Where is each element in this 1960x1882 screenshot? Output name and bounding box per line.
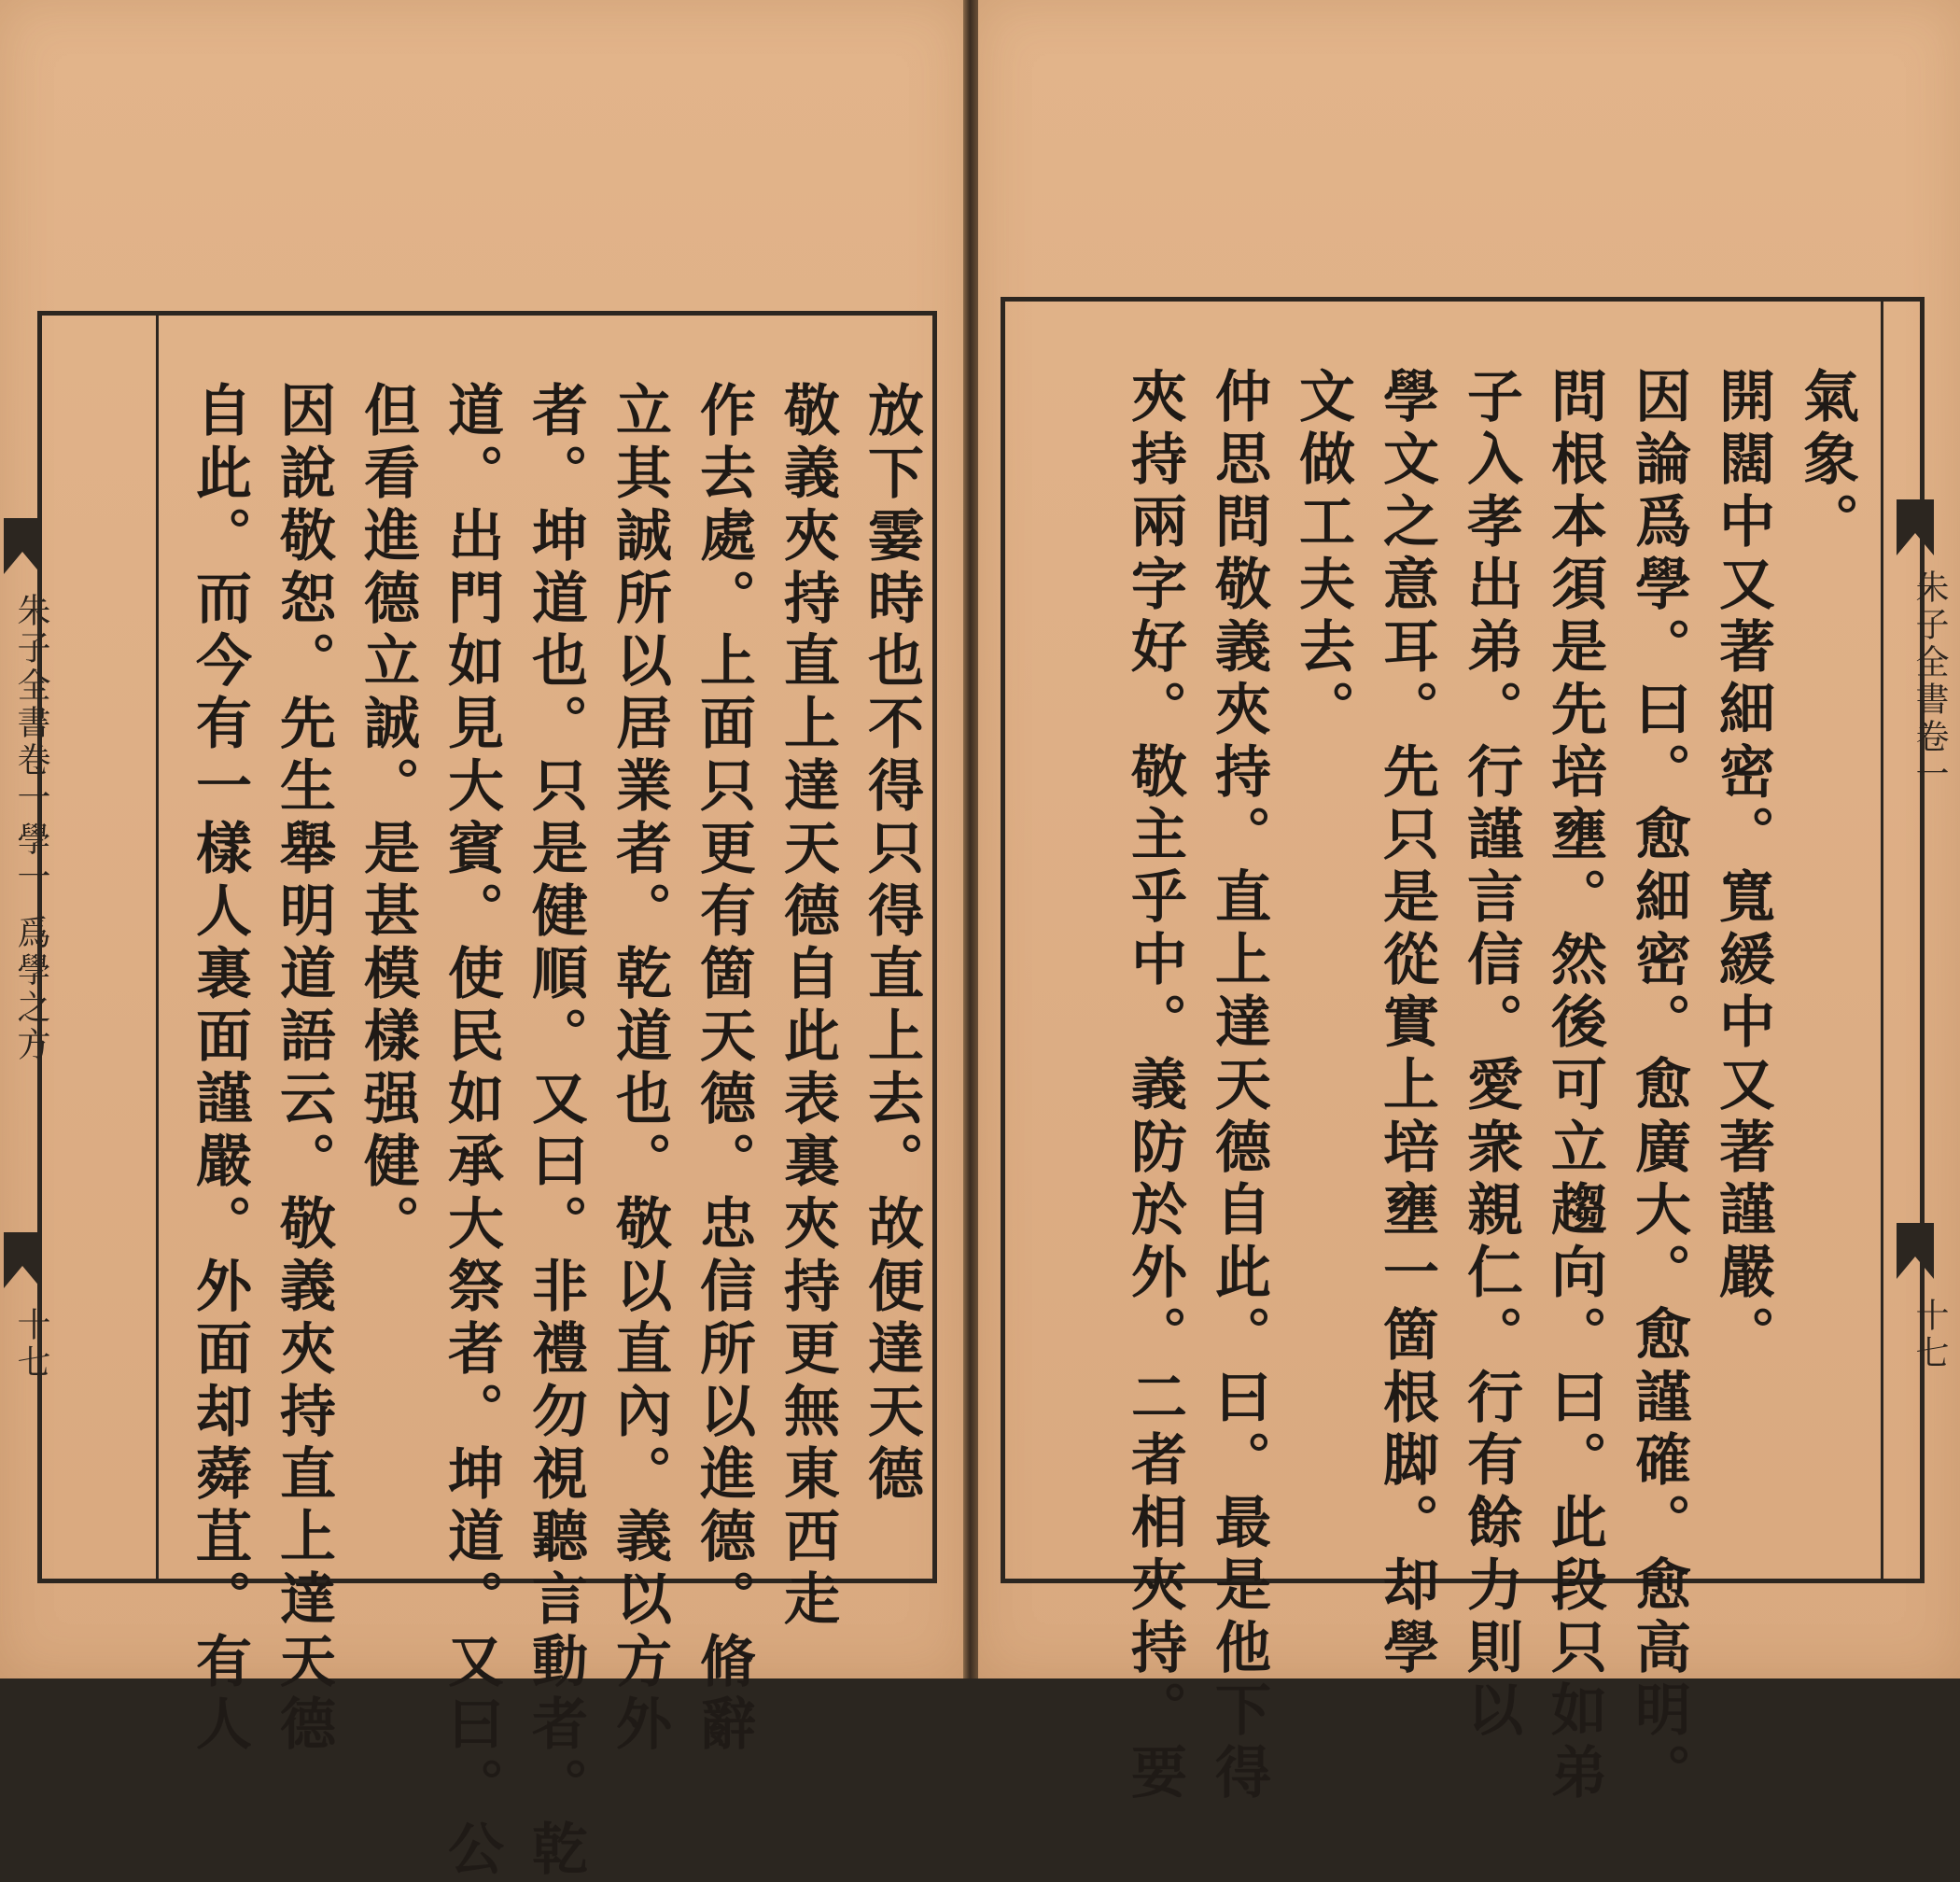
left-col-2: 敬義夾持直上達天德自此表裏夾持更無東西走 bbox=[775, 381, 840, 1632]
left-col-1: 放下霎時也不得只得直上去。故便達天德 bbox=[859, 381, 924, 1507]
left-margin-rule bbox=[156, 316, 159, 1579]
left-col-5: 者。坤道也。只是健順。又曰。非禮勿視聽言動者。乾 bbox=[523, 381, 588, 1882]
left-col-7: 但看進德立誠。是甚模樣强健。 bbox=[355, 381, 420, 1257]
left-margin-section: 學一 bbox=[12, 822, 50, 896]
fishtail-mark-bottom bbox=[4, 1232, 41, 1288]
book-gutter bbox=[963, 0, 978, 1678]
left-col-4: 立其誠所以居業者。乾道也。敬以直內。義以方外 bbox=[607, 381, 672, 1757]
left-margin-folio: 十七 bbox=[12, 1307, 50, 1382]
right-page-frame bbox=[1001, 297, 1925, 1805]
right-col-3: 因論爲學。曰。愈細密。愈廣大。愈謹確。愈高明。 bbox=[1626, 367, 1691, 1805]
right-col-6: 學文之意耳。先只是從實上培壅一箇根脚。却學 bbox=[1374, 367, 1439, 1680]
right-col-9: 夾持兩字好。敬主乎中。義防於外。二者相夾持。要 bbox=[1122, 367, 1187, 1805]
right-col-5: 子入孝出弟。行謹言信。愛衆親仁。行有餘力則以 bbox=[1458, 367, 1523, 1743]
left-col-3: 作去處。上面只更有箇天德。忠信所以進德。脩辭 bbox=[691, 381, 756, 1757]
left-margin-subsection: 爲學之方 bbox=[12, 915, 50, 1064]
right-margin-folio: 十七 bbox=[1911, 1298, 1949, 1372]
left-col-9: 自此。而今有一樣人裏面謹嚴。外面却蕣苴。有人 bbox=[187, 381, 252, 1757]
left-col-6: 道。出門如見大賓。使民如承大祭者。坤道。又曰。公 bbox=[439, 381, 504, 1882]
right-margin-rule bbox=[1881, 302, 1883, 1579]
fishtail-mark-top bbox=[4, 518, 41, 574]
left-page bbox=[0, 0, 963, 1882]
right-page bbox=[978, 0, 1960, 1805]
right-margin-title: 朱子全書卷一 bbox=[1911, 569, 1949, 794]
left-margin-title: 朱子全書卷一 bbox=[12, 593, 50, 817]
right-col-4: 問根本須是先培壅。然後可立趨向。曰。此段只如弟 bbox=[1542, 367, 1607, 1805]
left-col-8: 因說敬恕。先生舉明道語云。敬義夾持直上達天德 bbox=[271, 381, 336, 1757]
left-page-frame bbox=[37, 311, 937, 1882]
right-col-7: 文做工夫去。 bbox=[1290, 367, 1355, 742]
right-col-8: 仲思問敬義夾持。直上達天德自此。曰。最是他下得 bbox=[1206, 367, 1271, 1805]
right-col-1: 氣象。 bbox=[1794, 367, 1859, 555]
right-col-2: 開闊中又著細密。寬緩中又著謹嚴。 bbox=[1710, 367, 1775, 1368]
